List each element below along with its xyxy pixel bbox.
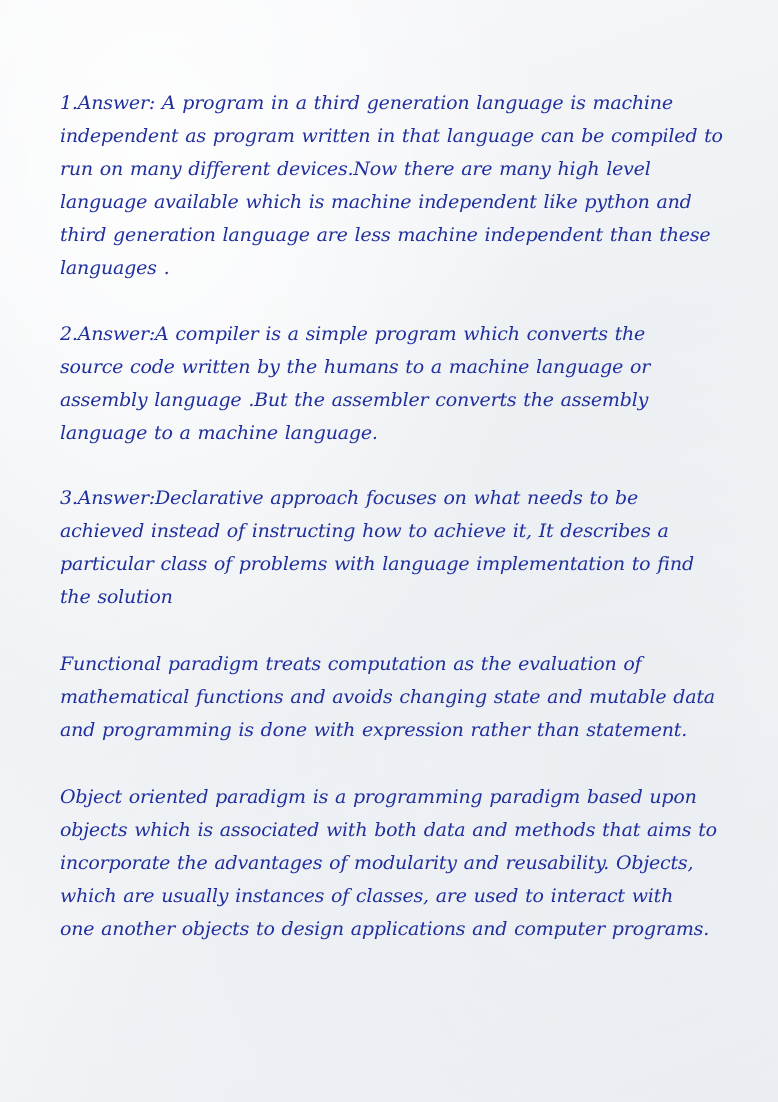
answer-3-paragraph [60, 482, 750, 614]
text-line: Functional paradigm treats computation as the evaluation of [60, 653, 642, 675]
text-line: and programming is done with expression rather than statement. [60, 719, 688, 741]
text-line: one another objects to design applications and computer programs. [60, 918, 710, 940]
text-line: run on many different devices.Now there are many high level [60, 158, 651, 180]
text-line: incorporate the advantages of modularity and reusability. Objects, [60, 852, 694, 874]
text-line: language to a machine language. [60, 422, 378, 444]
text-line: 2.Answer:A compiler is a simple program which converts the [60, 323, 646, 345]
text-line: assembly language .But the assembler converts the assembly [60, 389, 649, 411]
text-line: which are usually instances of classes, are used to interact with [60, 885, 674, 907]
text-line: source code written by the humans to a machine language or [60, 356, 651, 378]
text-line: particular class of problems with language implementation to find [60, 553, 694, 575]
object-oriented-paradigm-paragraph [60, 781, 750, 946]
text-line: objects which is associated with both data and methods that aims to [60, 819, 717, 841]
answer-1-paragraph [60, 87, 750, 285]
answer-2-paragraph [60, 318, 750, 450]
text-line: third generation language are less machine independent than these [60, 224, 711, 246]
text-line: the solution [60, 586, 173, 608]
text-line: independent as program written in that language can be compiled to [60, 125, 723, 147]
text-line: achieved instead of instructing how to achieve it, It describes a [60, 520, 669, 542]
functional-paradigm-paragraph [60, 648, 750, 747]
text-line: 1.Answer: A program in a third generation language is machine [60, 92, 673, 114]
text-line: 3.Answer:Declarative approach focuses on what needs to be [60, 487, 639, 509]
text-line: mathematical functions and avoids changing state and mutable data [60, 686, 715, 708]
text-line: languages . [60, 257, 170, 279]
text-line: language available which is machine independent like python and [60, 191, 692, 213]
text-line: Object oriented paradigm is a programming paradigm based upon [60, 786, 697, 808]
